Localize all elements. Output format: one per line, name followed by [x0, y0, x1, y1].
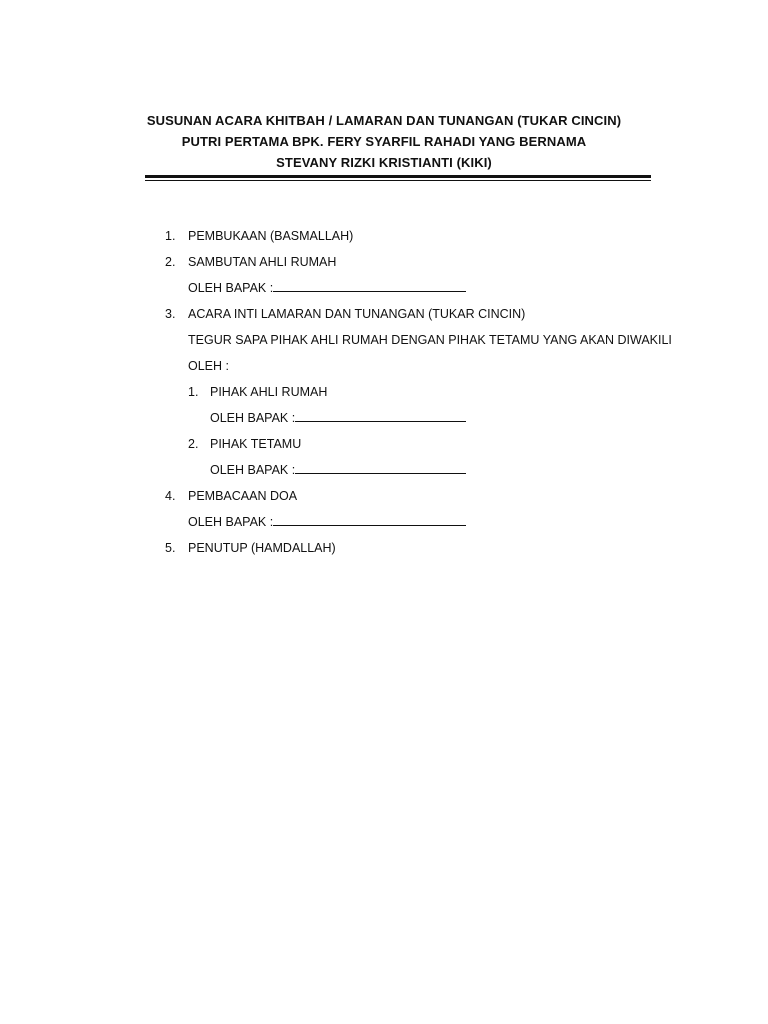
- agenda-text: SAMBUTAN AHLI RUMAH: [188, 255, 337, 269]
- agenda-number: 5.: [165, 541, 176, 555]
- agenda-description: OLEH :: [188, 359, 229, 373]
- title-line-3: STEVANY RIZKI KRISTIANTI (KIKI): [276, 155, 492, 170]
- agenda-text: PEMBACAAN DOA: [188, 489, 298, 503]
- agenda-description: TEGUR SAPA PIHAK AHLI RUMAH DENGAN PIHAK TETAMU YANG AKAN DIWAKILI: [188, 333, 672, 347]
- agenda-text: PENUTUP (HAMDALLAH): [188, 541, 336, 555]
- speaker-label: OLEH BAPAK :: [210, 463, 296, 477]
- title-divider-thin: [145, 180, 651, 181]
- speaker-blank-line[interactable]: [295, 408, 466, 422]
- speaker-blank-line[interactable]: [295, 460, 466, 474]
- speaker-blank-line[interactable]: [273, 512, 466, 526]
- agenda-number: 2.: [165, 255, 176, 269]
- speaker-blank-line[interactable]: [273, 278, 466, 292]
- title-divider-thick: [145, 175, 651, 178]
- agenda-text: ACARA INTI LAMARAN DAN TUNANGAN (TUKAR CINCIN): [188, 307, 526, 321]
- speaker-label: OLEH BAPAK :: [188, 281, 274, 295]
- title-line-2: PUTRI PERTAMA BPK. FERY SYARFIL RAHADI YANG BERNAMA: [181, 134, 587, 149]
- agenda-text: PEMBUKAAN (BASMALLAH): [188, 229, 354, 243]
- agenda-sub-number: 1.: [188, 385, 199, 399]
- speaker-label: OLEH BAPAK :: [188, 515, 274, 529]
- agenda-number: 4.: [165, 489, 176, 503]
- agenda-sub-number: 2.: [188, 437, 199, 451]
- agenda-sub-text: PIHAK TETAMU: [210, 437, 302, 451]
- title-line-1: SUSUNAN ACARA KHITBAH / LAMARAN DAN TUNANGAN (TUKAR CINCIN): [146, 113, 622, 128]
- agenda-number: 1.: [165, 229, 176, 243]
- agenda-sub-text: PIHAK AHLI RUMAH: [210, 385, 328, 399]
- document-title: [0, 110, 768, 173]
- agenda-number: 3.: [165, 307, 176, 321]
- speaker-label: OLEH BAPAK :: [210, 411, 296, 425]
